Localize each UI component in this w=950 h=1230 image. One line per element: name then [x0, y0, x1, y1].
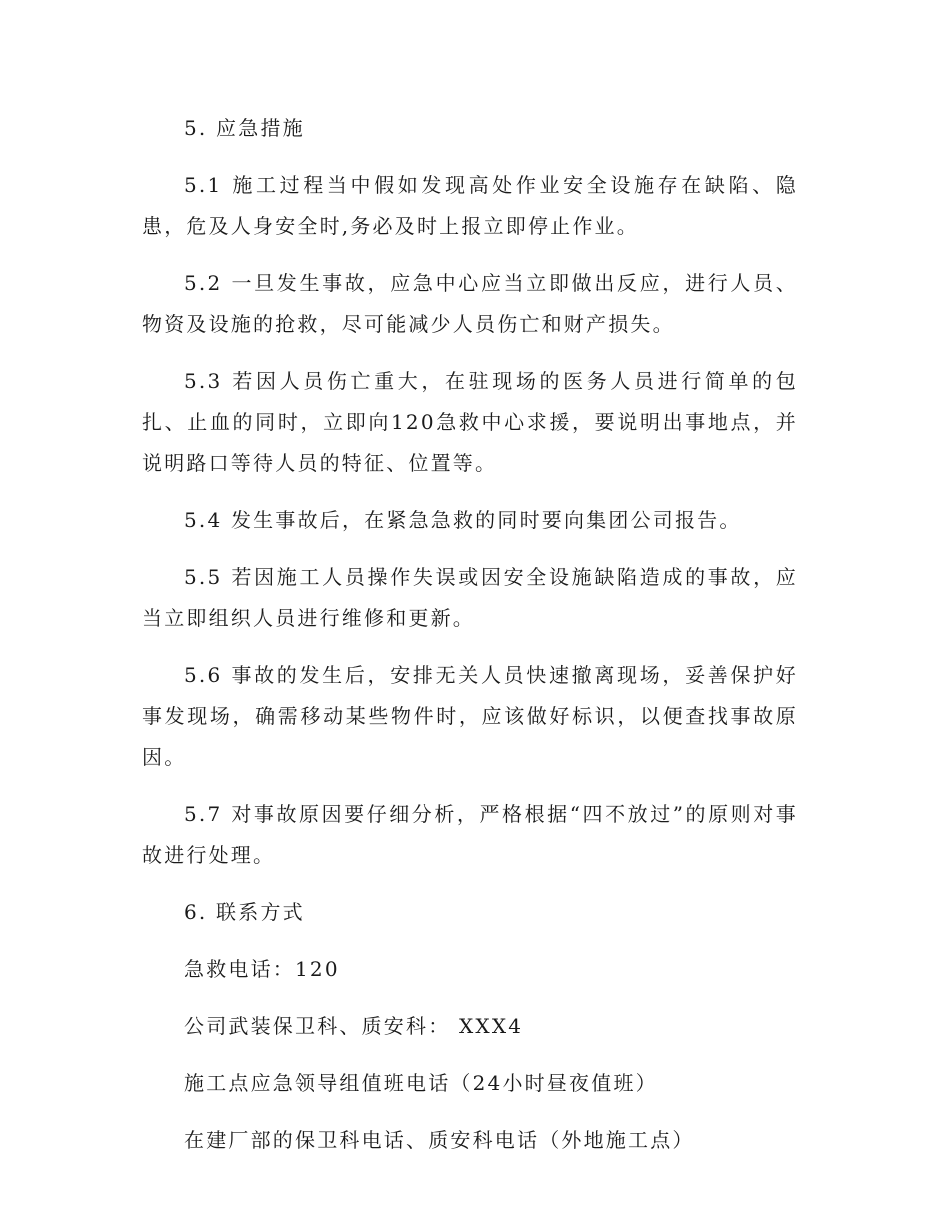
- section-heading-emergency-measures: 5. 应急措施: [184, 116, 305, 140]
- paragraph-5-5: 5.5 若因施工人员操作失误或因安全设施缺陷造成的事故，应当立即组织人员进行维修和更新。: [142, 565, 798, 630]
- document-body: [142, 108, 798, 1177]
- paragraph-5-1: 5.1 施工过程当中假如发现高处作业安全设施存在缺陷、隐患，危及人身安全时,务必及时上报立即停止作业。: [142, 173, 798, 238]
- paragraph-5-7: 5.7 对事故原因要仔细分析，严格根据“四不放过”的原则对事故进行处理。: [142, 802, 798, 867]
- contact-emergency-phone: 急救电话：120: [184, 957, 340, 981]
- contact-security-department: 公司武装保卫科、质安科： XXX4: [184, 1014, 524, 1038]
- paragraph-5-4: 5.4 发生事故后，在紧急急救的同时要向集团公司报告。: [184, 508, 742, 532]
- paragraph-5-3: 5.3 若因人员伤亡重大，在驻现场的医务人员进行简单的包扎、止血的同时，立即向120急救中心求援，要说明出事地点，并说明路口等待人员的特征、位置等。: [142, 369, 798, 475]
- paragraph-5-6: 5.6 事故的发生后，安排无关人员快速撤离现场，妥善保护好事发现场，确需移动某些物件时，应该做好标识，以便查找事故原因。: [142, 663, 798, 769]
- contact-site-phone: 在建厂部的保卫科电话、质安科电话（外地施工点）: [184, 1128, 695, 1152]
- paragraph-5-2: 5.2 一旦发生事故，应急中心应当立即做出反应，进行人员、物资及设施的抢救，尽可能减少人员伤亡和财产损失。: [142, 271, 798, 336]
- contact-duty-phone: 施工点应急领导组值班电话（24小时昼夜值班）: [184, 1071, 658, 1095]
- section-heading-contact: 6. 联系方式: [184, 900, 305, 924]
